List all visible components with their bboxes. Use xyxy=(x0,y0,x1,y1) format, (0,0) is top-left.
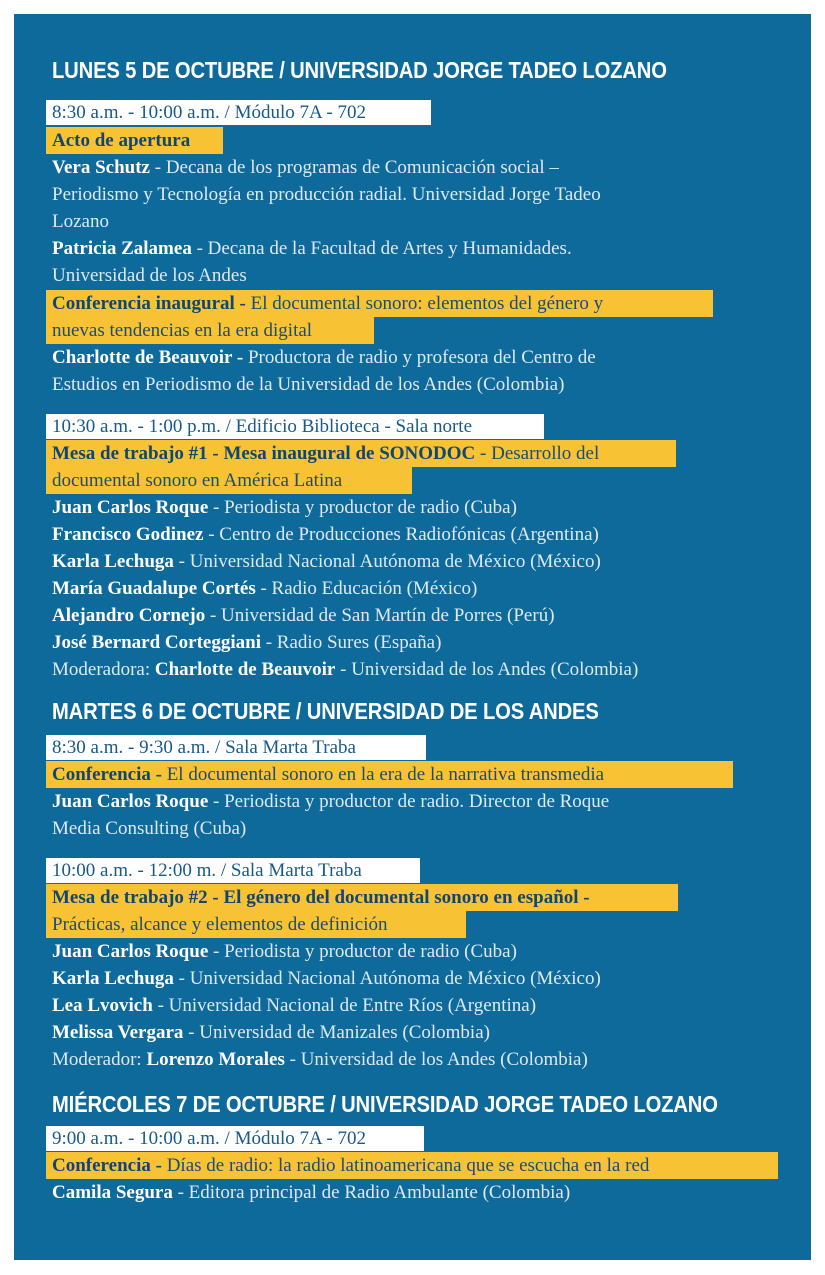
day-heading: MIÉRCOLES 7 DE OCTUBRE / UNIVERSIDAD JORGE TADEO LOZANO xyxy=(52,1091,718,1117)
agenda-line: María Guadalupe Cortés - Radio Educación (México) xyxy=(52,578,478,599)
agenda-line: Acto de apertura xyxy=(52,130,191,151)
agenda-line: Juan Carlos Roque - Periodista y productor de radio (Cuba) xyxy=(52,941,517,962)
day-heading: MARTES 6 DE OCTUBRE / UNIVERSIDAD DE LOS ANDES xyxy=(52,698,599,724)
agenda-line: Prácticas, alcance y elementos de definición xyxy=(52,914,388,935)
agenda-line: documental sonoro en América Latina xyxy=(52,470,343,491)
session-time: 10:30 a.m. - 1:00 p.m. / Edificio Biblioteca - Sala norte xyxy=(46,414,544,439)
session-time: 10:00 a.m. - 12:00 m. / Sala Marta Traba xyxy=(46,858,420,883)
agenda-line: Mesa de trabajo #1 - Mesa inaugural de SONODOC - Desarrollo del xyxy=(52,443,600,464)
agenda-line: Patricia Zalamea - Decana de la Facultad de Artes y Humanidades. xyxy=(52,238,572,259)
agenda-line: Karla Lechuga - Universidad Nacional Autónoma de México (México) xyxy=(52,968,601,989)
agenda-line: Camila Segura - Editora principal de Radio Ambulante (Colombia) xyxy=(52,1182,571,1203)
agenda-line: nuevas tendencias en la era digital xyxy=(52,320,313,341)
agenda-line: Alejandro Cornejo - Universidad de San Martín de Porres (Perú) xyxy=(52,605,555,626)
session-time: 9:00 a.m. - 10:00 a.m. / Módulo 7A - 702 xyxy=(46,1126,424,1151)
agenda-line: Conferencia - El documental sonoro en la era de la narrativa transmedia xyxy=(52,764,605,785)
agenda-line: Moderadora: Charlotte de Beauvoir - Universidad de los Andes (Colombia) xyxy=(52,659,639,680)
agenda-line: Charlotte de Beauvoir - Productora de radio y profesora del Centro de xyxy=(52,347,596,368)
agenda-line: Juan Carlos Roque - Periodista y productor de radio (Cuba) xyxy=(52,497,517,518)
agenda-line: Universidad de los Andes xyxy=(52,265,247,286)
session-time: 8:30 a.m. - 9:30 a.m. / Sala Marta Traba xyxy=(46,735,426,760)
agenda-line: Conferencia inaugural - El documental sonoro: elementos del género y xyxy=(52,293,604,314)
agenda-line: Periodismo y Tecnología en producción radial. Universidad Jorge Tadeo xyxy=(52,184,601,205)
agenda-line: Mesa de trabajo #2 - El género del documental sonoro en español - xyxy=(52,887,590,908)
agenda-line: Juan Carlos Roque - Periodista y productor de radio. Director de Roque xyxy=(52,791,610,812)
agenda-line: Melissa Vergara - Universidad de Manizales (Colombia) xyxy=(52,1022,490,1043)
agenda-line: Karla Lechuga - Universidad Nacional Autónoma de México (México) xyxy=(52,551,601,572)
session-time: 8:30 a.m. - 10:00 a.m. / Módulo 7A - 702 xyxy=(46,100,431,125)
agenda-line: Lozano xyxy=(52,211,109,232)
agenda-line: Estudios en Periodismo de la Universidad de los Andes (Colombia) xyxy=(52,374,565,395)
day-heading: LUNES 5 DE OCTUBRE / UNIVERSIDAD JORGE TADEO LOZANO xyxy=(52,57,667,83)
agenda-line: Media Consulting (Cuba) xyxy=(52,818,247,839)
agenda-line: Moderador: Lorenzo Morales - Universidad de los Andes (Colombia) xyxy=(52,1049,588,1070)
agenda-line: José Bernard Corteggiani - Radio Sures (España) xyxy=(52,632,442,653)
agenda-line: Francisco Godinez - Centro de Producciones Radiofónicas (Argentina) xyxy=(52,524,599,545)
agenda-line: Lea Lvovich - Universidad Nacional de Entre Ríos (Argentina) xyxy=(52,995,537,1016)
agenda-line: Conferencia - Días de radio: la radio latinoamericana que se escucha en la red xyxy=(52,1155,650,1176)
agenda-line: Vera Schutz - Decana de los programas de Comunicación social – xyxy=(52,157,559,178)
